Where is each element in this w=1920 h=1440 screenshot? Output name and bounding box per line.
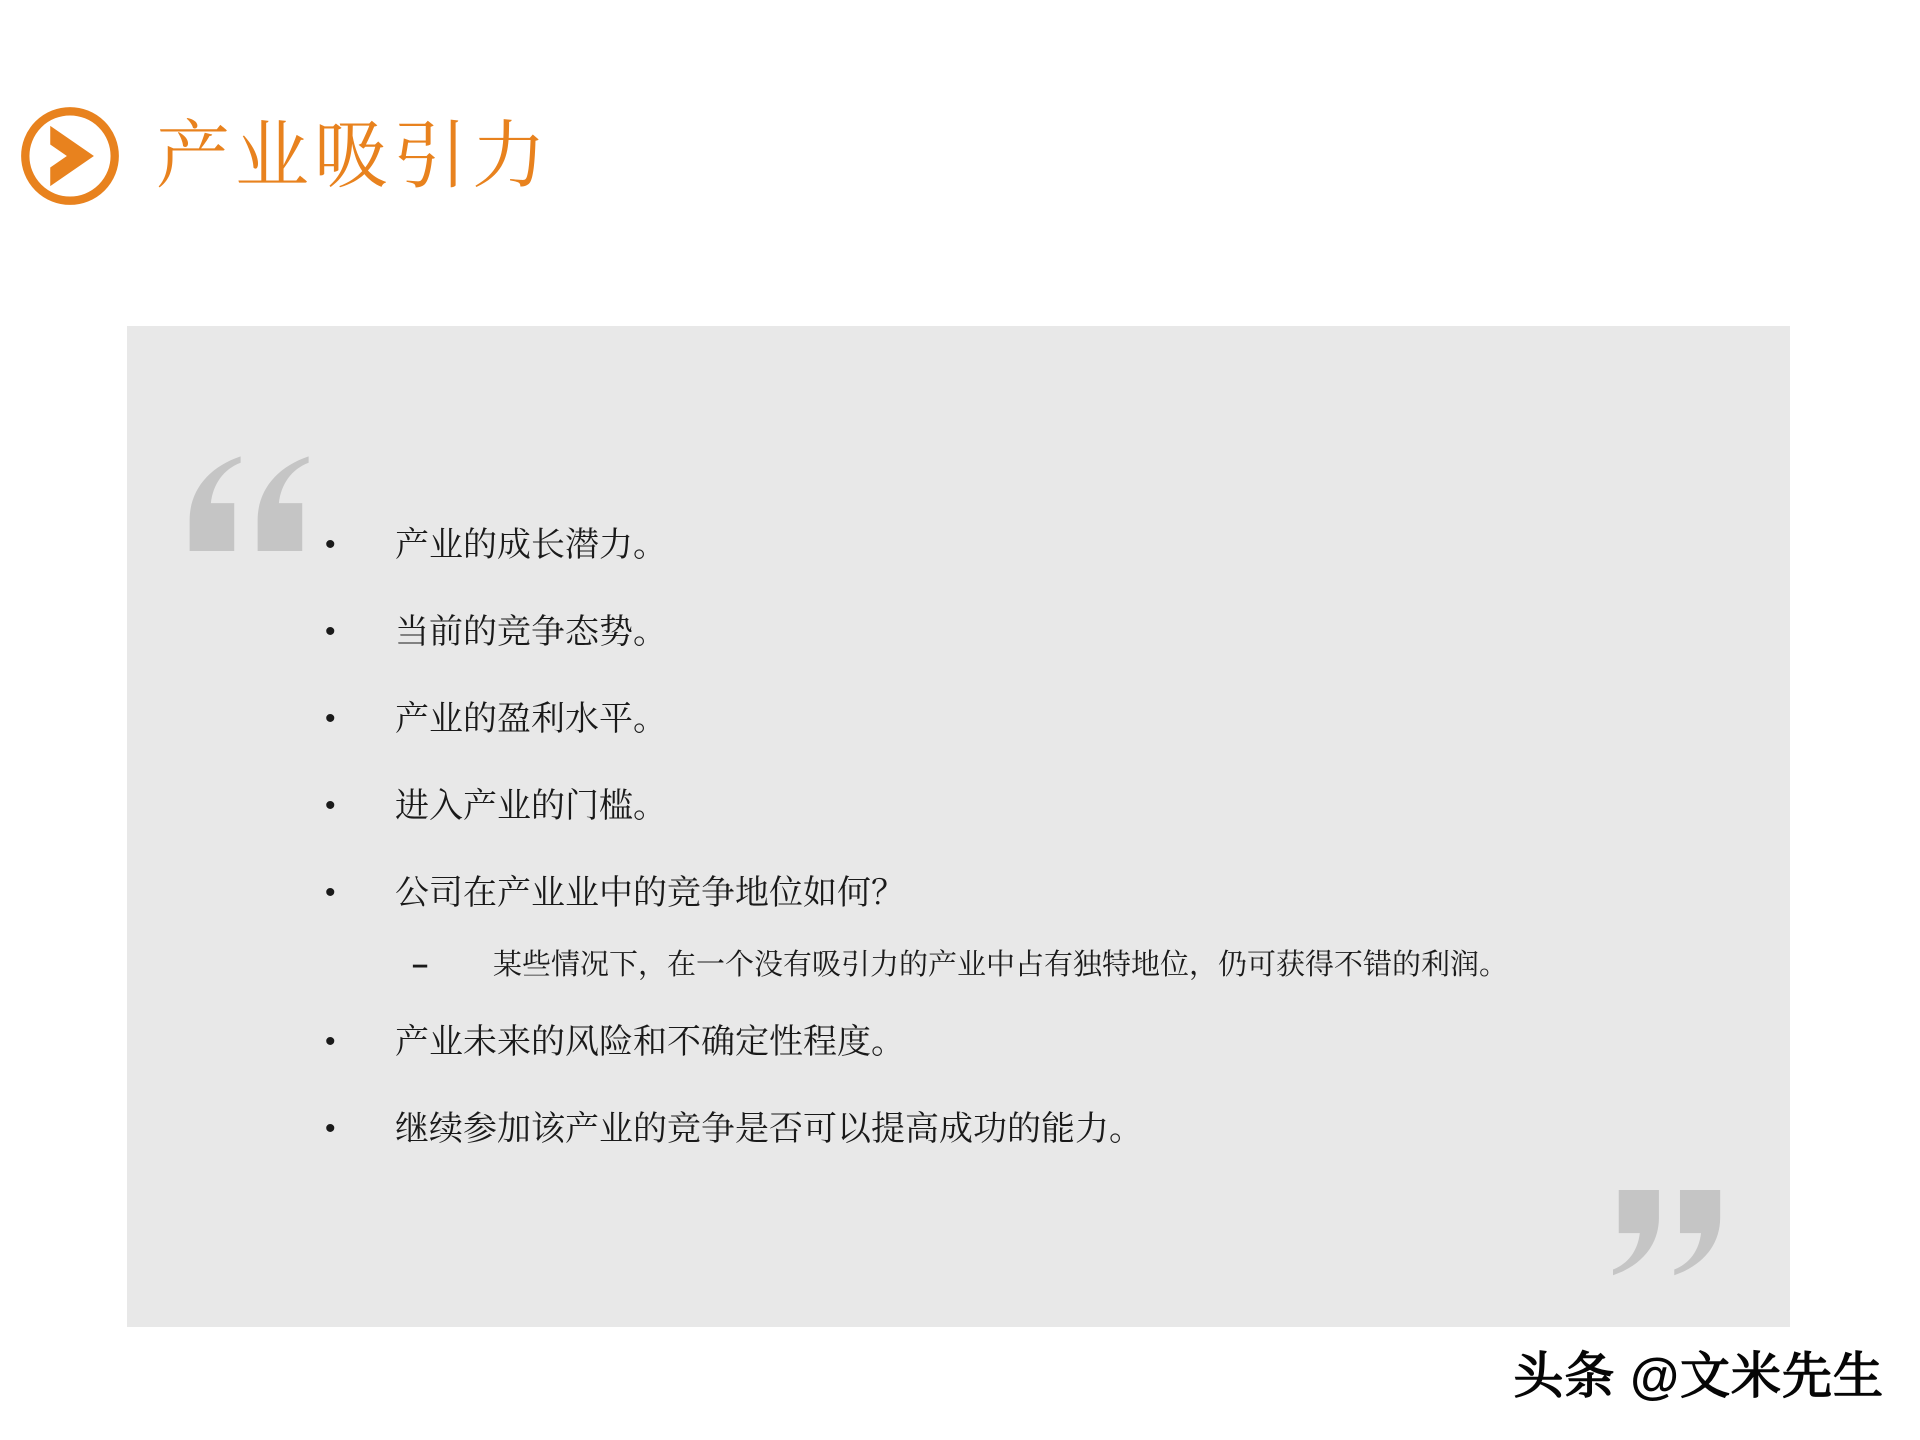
bullet-marker-icon: • xyxy=(325,528,336,561)
list-item xyxy=(127,1023,1790,1061)
bullet-text: 当前的竞争态势。 xyxy=(395,613,667,651)
list-item xyxy=(127,874,1790,912)
bullet-marker-icon: • xyxy=(325,1112,336,1145)
list-item xyxy=(127,949,1790,981)
quote-panel xyxy=(127,326,1790,1327)
bullet-list xyxy=(127,526,1790,1197)
bullet-marker-icon: – xyxy=(412,949,429,981)
list-item xyxy=(127,1110,1790,1148)
page-title: 产业吸引力 xyxy=(156,113,551,199)
bullet-text: 进入产业的门槛。 xyxy=(395,787,667,825)
bullet-text: 某些情况下，在一个没有吸引力的产业中占有独特地位，仍可获得不错的利润。 xyxy=(493,949,1509,981)
bullet-text: 产业的盈利水平。 xyxy=(395,700,667,738)
bullet-marker-icon: • xyxy=(325,615,336,648)
list-item xyxy=(127,700,1790,738)
bullet-text: 公司在产业业中的竞争地位如何？ xyxy=(395,874,905,912)
close-quote-icon xyxy=(1613,1187,1724,1283)
bullet-text: 继续参加该产业的竞争是否可以提高成功的能力。 xyxy=(395,1110,1143,1148)
chevron-right-circle-icon xyxy=(18,104,122,208)
list-item xyxy=(127,787,1790,825)
bullet-marker-icon: • xyxy=(325,1025,336,1058)
watermark: 头条 @文米先生 xyxy=(1513,1348,1884,1404)
bullet-marker-icon: • xyxy=(325,876,336,909)
bullet-text: 产业的成长潜力。 xyxy=(395,526,667,564)
slide-header xyxy=(18,104,551,208)
bullet-marker-icon: • xyxy=(325,789,336,822)
bullet-text: 产业未来的风险和不确定性程度。 xyxy=(395,1023,905,1061)
bullet-marker-icon: • xyxy=(325,702,336,735)
list-item xyxy=(127,613,1790,651)
list-item xyxy=(127,526,1790,564)
